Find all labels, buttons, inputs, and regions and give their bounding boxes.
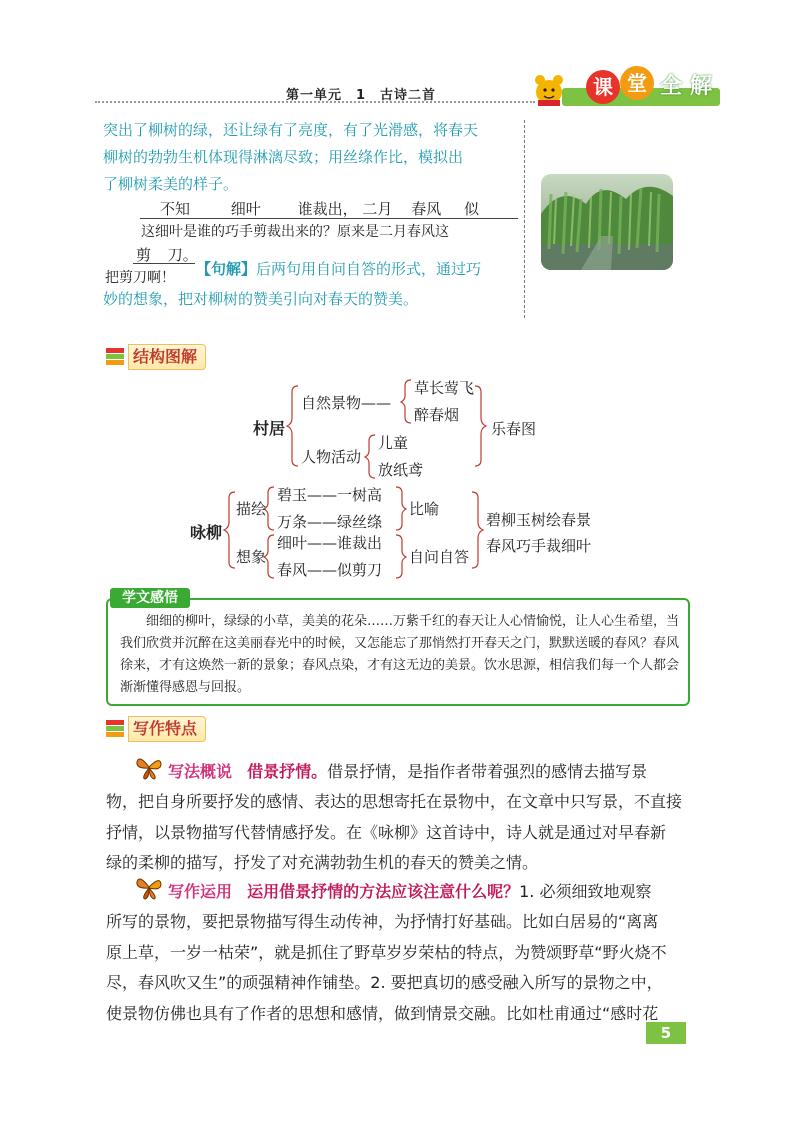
diagram-result: 乐春图 bbox=[491, 420, 537, 438]
diagram-leaf: 醉春烟 bbox=[414, 406, 460, 424]
paragraph-line: 使景物仿佛也具有了作者的思想和感情，做到情景交融。比如杜甫通过“感时花 bbox=[106, 1003, 659, 1023]
verse-word: 细叶 bbox=[230, 200, 261, 218]
verse-word: 似 bbox=[463, 200, 479, 218]
insight-text: 细细的柳叶，绿绿的小草，美美的花朵……万紫千红的春天让人心情愉悦，让人心生希望，当我们欣赏并沉醉在这美丽春光中的时候，又怎能忘了那悄然打开春天之门，默默送暖的春风？春风徐来，才有这焕然一新的景象；春风点染，才有这无边的美景。饮水思源，相信我们每一个人都会渐渐懂得感恩与回报。 bbox=[120, 614, 680, 695]
diagram-branch: 描绘 bbox=[236, 500, 267, 518]
diagram-leaf: 春风——似剪刀 bbox=[277, 561, 383, 579]
verse-word: 剪 bbox=[136, 246, 152, 264]
analysis-tag: 【句解】 bbox=[196, 260, 257, 278]
analysis-text: 后两句用自问自答的形式，通过巧 bbox=[256, 260, 482, 278]
writing-keyword: 运用借景抒情的方法应该注意什么呢？ bbox=[247, 882, 520, 901]
logo-char: 课 bbox=[586, 70, 620, 104]
paragraph-line: 绿的柔柳的描写，抒发了对充满勃勃生机的春天的赞美之情。 bbox=[106, 853, 539, 872]
verse-word: 不知 bbox=[160, 200, 191, 218]
section-title: 结构图解 bbox=[128, 344, 206, 370]
logo-char: 解 bbox=[689, 74, 712, 99]
diagram-method: 比喻 bbox=[409, 500, 440, 518]
translation-line: 这细叶是谁的巧手剪裁出来的？原来是二月春风这 bbox=[141, 224, 449, 240]
diagram-leaf: 草长莺飞 bbox=[414, 379, 475, 397]
analysis-line: 柳树的勃勃生机体现得淋漓尽致；用丝绦作比，模拟出 bbox=[103, 148, 464, 166]
paragraph-line: 原上草，一岁一枯荣”，就是抓住了野草岁岁荣枯的特点，为赞颂野草“野火烧不 bbox=[106, 942, 667, 962]
section-title: 写作特点 bbox=[128, 716, 206, 742]
writing-usage-rest bbox=[106, 907, 706, 1029]
analysis-text: 妙的想象，把对柳树的赞美引向对春天的赞美。 bbox=[103, 290, 419, 308]
verse-word: 刀。 bbox=[167, 246, 198, 264]
logo-char: 堂 bbox=[620, 66, 654, 100]
diagram-method: 自问自答 bbox=[409, 548, 470, 566]
logo-char: 全 bbox=[659, 74, 682, 99]
verse-word: 春风 bbox=[411, 200, 442, 218]
diagram-leaf: 万条——绿丝绦 bbox=[277, 513, 383, 531]
section-stripes-icon bbox=[106, 720, 124, 738]
chapter-title: 第一单元 1 古诗二首 bbox=[286, 88, 437, 103]
verse-word: 二月 bbox=[362, 200, 393, 218]
diagram-leaf: 细叶——谁裁出 bbox=[277, 534, 383, 552]
diagram-result: 春风巧手裁细叶 bbox=[486, 537, 592, 555]
page-number: 5 bbox=[646, 1022, 686, 1044]
diagram-root-yongliu: 咏柳 bbox=[190, 523, 223, 542]
writing-overview-line bbox=[168, 757, 708, 788]
writing-label: 写作运用 bbox=[168, 882, 233, 901]
butterfly-icon bbox=[136, 874, 162, 900]
translation-line: 把剪刀啊！ bbox=[105, 270, 175, 286]
butterfly-icon bbox=[136, 754, 162, 780]
diagram-branch: 想象 bbox=[236, 548, 267, 566]
paragraph-line: 所写的景物，要把景物描写得生动传神，为抒情打好基础。比如白居易的“离离 bbox=[106, 912, 659, 931]
paragraph-line: 尽，春风吹又生”的顽强精神作铺垫。2. 要把真切的感受融入所写的景物之中， bbox=[106, 973, 663, 992]
analysis-line: 了柳树柔美的样子。 bbox=[103, 175, 239, 193]
diagram-leaf: 放纸鸢 bbox=[378, 461, 424, 479]
writing-usage-line bbox=[168, 877, 708, 908]
writing-overview-rest bbox=[106, 787, 706, 879]
paragraph-line: 抒情，以景物描写代替情感抒发。在《咏柳》这首诗中，诗人就是通过对早春新 bbox=[106, 822, 667, 842]
paragraph-line: 物，把自身所要抒发的感情、表达的思想寄托在景物中，在文章中只写景，不直接 bbox=[106, 792, 683, 811]
writing-keyword: 借景抒情。 bbox=[247, 762, 328, 781]
verse-word: 谁裁出， bbox=[297, 200, 358, 218]
diagram-leaf: 碧玉——一树高 bbox=[277, 486, 383, 504]
diagram-root-cunju: 村居 bbox=[253, 419, 286, 438]
insight-title: 学文感悟 bbox=[110, 588, 190, 608]
diagram-result: 碧柳玉树绘春景 bbox=[486, 511, 592, 529]
diagram-branch: 人物活动 bbox=[301, 448, 362, 466]
analysis-line: 突出了柳树的绿，还让绿有了亮度，有了光滑感，将春天 bbox=[103, 121, 479, 139]
writing-text: 1. 必须细致地观察 bbox=[519, 882, 652, 901]
diagram-branch: 自然景物—— bbox=[301, 394, 392, 412]
writing-label: 写法概说 bbox=[168, 762, 233, 781]
section-header-writing bbox=[106, 716, 306, 742]
writing-text: 借景抒情，是指作者带着强烈的感情去描写景 bbox=[327, 762, 648, 781]
diagram-leaf: 儿童 bbox=[378, 434, 409, 452]
